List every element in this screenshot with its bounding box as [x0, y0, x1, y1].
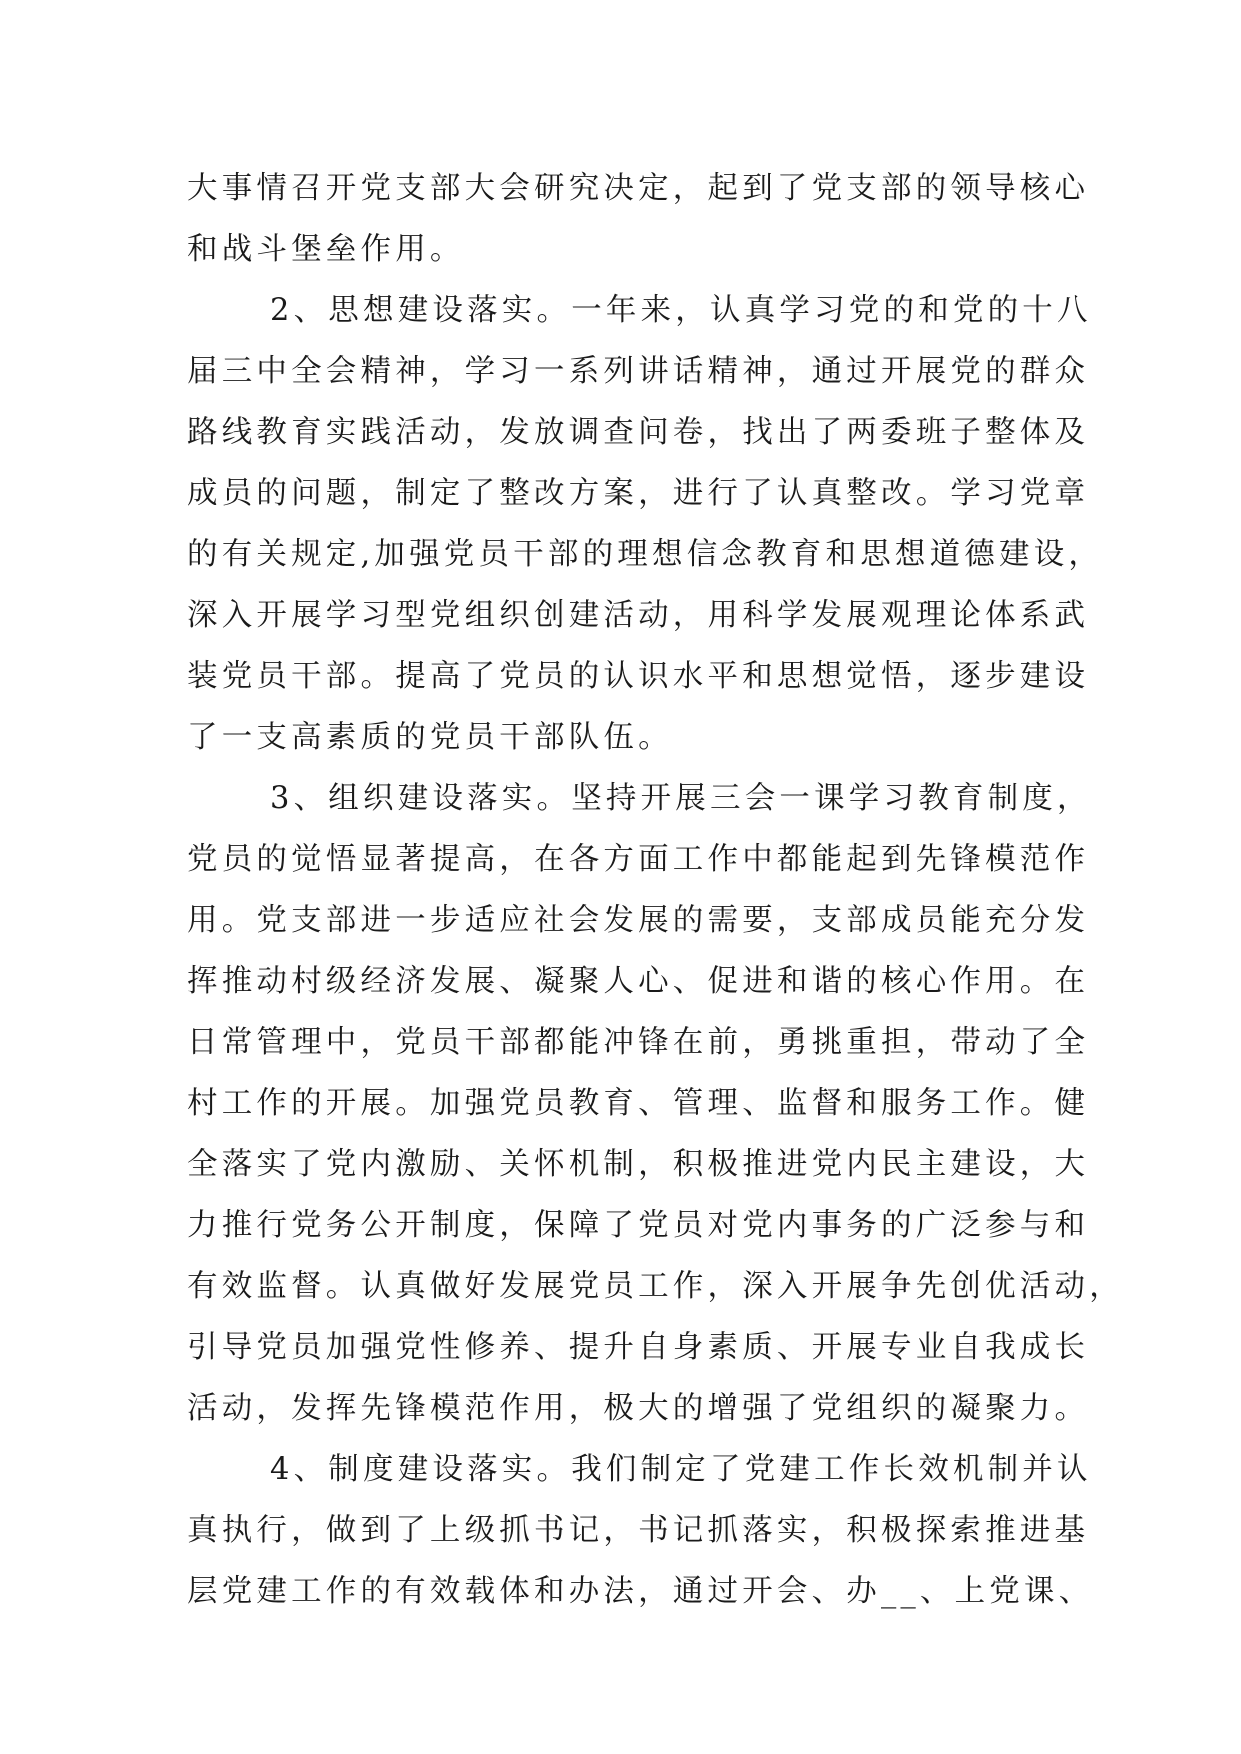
text-line: 大事情召开党支部大会研究决定，起到了党支部的领导核心 [187, 171, 1090, 206]
text-line: 路线教育实践活动，发放调查问卷，找出了两委班子整体及 [187, 415, 1090, 450]
text-line: 用。党支部进一步适应社会发展的需要，支部成员能充分发 [187, 903, 1090, 938]
text-line: 成员的问题，制定了整改方案，进行了认真整改。学习党章 [187, 476, 1090, 511]
text-line: 全落实了党内激励、关怀机制，积极推进党内民主建设，大 [187, 1147, 1090, 1182]
text-line: 村工作的开展。加强党员教育、管理、监督和服务工作。健 [187, 1086, 1090, 1121]
text-line: 活动，发挥先锋模范作用，极大的增强了党组织的凝聚力。 [187, 1391, 1090, 1426]
text-line: 引导党员加强党性修养、提升自身素质、开展专业自我成长 [187, 1330, 1090, 1365]
text-line: 有效监督。认真做好发展党员工作，深入开展争先创优活动， [187, 1269, 1124, 1304]
text-line: 深入开展学习型党组织创建活动，用科学发展观理论体系武 [187, 598, 1090, 633]
paragraph-start-line: 2、思想建设落实。一年来，认真学习党的和党的十八 [270, 293, 1092, 328]
text-line: 党员的觉悟显著提高，在各方面工作中都能起到先锋模范作 [187, 842, 1090, 877]
text-line: 力推行党务公开制度，保障了党员对党内事务的广泛参与和 [187, 1208, 1090, 1243]
text-line: 届三中全会精神，学习一系列讲话精神，通过开展党的群众 [187, 354, 1090, 389]
body-text [187, 158, 1124, 1622]
text-line: 和战斗堡垒作用。 [187, 232, 465, 267]
text-line: 层党建工作的有效载体和办法，通过开会、办__、上党课、 [187, 1574, 1094, 1609]
text-line: 装党员干部。提高了党员的认识水平和思想觉悟，逐步建设 [187, 659, 1090, 694]
text-line: 的有关规定,加强党员干部的理想信念教育和思想道德建设， [187, 537, 1104, 572]
text-line: 了一支高素质的党员干部队伍。 [187, 720, 673, 755]
paragraph-start-line: 4、制度建设落实。我们制定了党建工作长效机制并认 [270, 1452, 1092, 1487]
text-line: 真执行，做到了上级抓书记，书记抓落实，积极探索推进基 [187, 1513, 1090, 1548]
text-line: 日常管理中，党员干部都能冲锋在前，勇挑重担，带动了全 [187, 1025, 1090, 1060]
paragraph-start-line: 3、组织建设落实。坚持开展三会一课学习教育制度， [270, 781, 1092, 816]
text-line: 挥推动村级经济发展、凝聚人心、促进和谐的核心作用。在 [187, 964, 1090, 999]
